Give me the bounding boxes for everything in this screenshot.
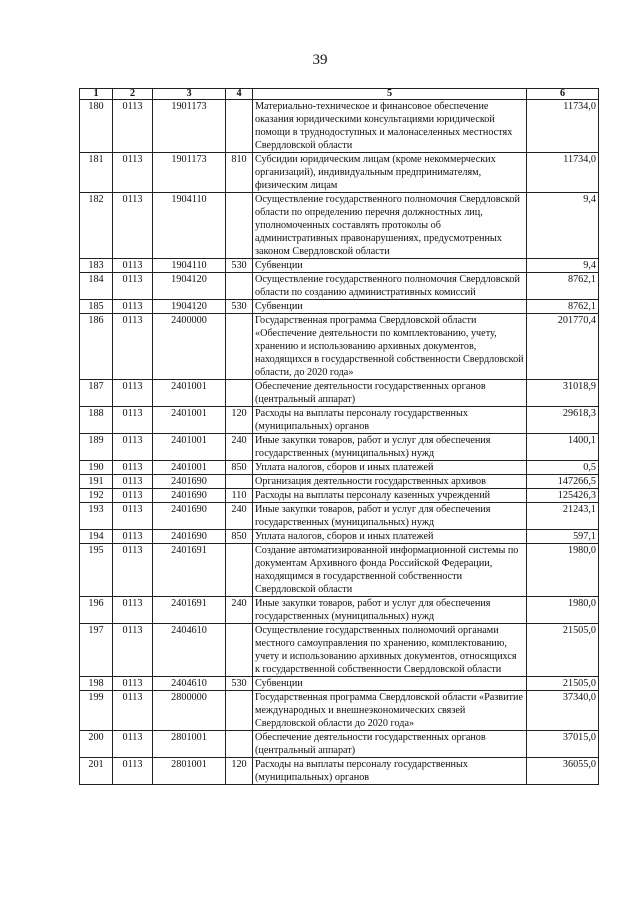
table-row	[80, 153, 599, 193]
section-code-cell: 0113	[113, 259, 153, 273]
item-name-cell: Организация деятельности государственных архивов	[253, 475, 527, 489]
expense-type-cell: 120	[226, 758, 253, 785]
section-code-cell: 0113	[113, 314, 153, 380]
expense-type-cell	[226, 193, 253, 259]
target-article-cell: 1901173	[153, 153, 226, 193]
expense-type-cell	[226, 273, 253, 300]
amount-cell: 21505,0	[527, 624, 599, 677]
expense-type-cell: 810	[226, 153, 253, 193]
amount-cell: 11734,0	[527, 100, 599, 153]
amount-cell: 37340,0	[527, 691, 599, 731]
amount-cell: 36055,0	[527, 758, 599, 785]
table-row	[80, 758, 599, 785]
header-col-2: 2	[113, 89, 153, 100]
expense-type-cell	[226, 314, 253, 380]
amount-cell: 29618,3	[527, 407, 599, 434]
table-row	[80, 624, 599, 677]
target-article-cell: 1904110	[153, 193, 226, 259]
amount-cell: 1980,0	[527, 597, 599, 624]
amount-cell: 8762,1	[527, 273, 599, 300]
target-article-cell: 2801001	[153, 758, 226, 785]
table-row	[80, 677, 599, 691]
target-article-cell: 1904120	[153, 273, 226, 300]
table-row	[80, 489, 599, 503]
row-number-cell: 191	[80, 475, 113, 489]
row-number-cell: 201	[80, 758, 113, 785]
target-article-cell: 2404610	[153, 677, 226, 691]
table-row	[80, 300, 599, 314]
item-name-cell: Материально-техническое и финансовое обеспечение оказания юридическими консультациями юридической помощи в труднодоступных и малонаселенных местностях Свердловской области	[253, 100, 527, 153]
expense-type-cell: 530	[226, 677, 253, 691]
expense-type-cell: 850	[226, 530, 253, 544]
table-row	[80, 434, 599, 461]
table-row	[80, 597, 599, 624]
row-number-cell: 181	[80, 153, 113, 193]
row-number-cell: 188	[80, 407, 113, 434]
section-code-cell: 0113	[113, 380, 153, 407]
target-article-cell: 2404610	[153, 624, 226, 677]
expense-type-cell	[226, 731, 253, 758]
amount-cell: 37015,0	[527, 731, 599, 758]
target-article-cell: 1904120	[153, 300, 226, 314]
amount-cell: 1980,0	[527, 544, 599, 597]
section-code-cell: 0113	[113, 153, 153, 193]
row-number-cell: 192	[80, 489, 113, 503]
section-code-cell: 0113	[113, 530, 153, 544]
expense-type-cell: 530	[226, 259, 253, 273]
item-name-cell: Обеспечение деятельности государственных органов (центральный аппарат)	[253, 731, 527, 758]
expense-type-cell: 240	[226, 503, 253, 530]
page-number: 39	[312, 52, 328, 68]
header-col-5: 5	[253, 89, 527, 100]
header-col-3: 3	[153, 89, 226, 100]
table-row	[80, 544, 599, 597]
section-code-cell: 0113	[113, 544, 153, 597]
target-article-cell: 2401001	[153, 380, 226, 407]
row-number-cell: 182	[80, 193, 113, 259]
row-number-cell: 187	[80, 380, 113, 407]
table-row	[80, 530, 599, 544]
expense-type-cell: 240	[226, 434, 253, 461]
table-row	[80, 314, 599, 380]
item-name-cell: Субвенции	[253, 677, 527, 691]
amount-cell: 1400,1	[527, 434, 599, 461]
section-code-cell: 0113	[113, 434, 153, 461]
table-row	[80, 475, 599, 489]
row-number-cell: 196	[80, 597, 113, 624]
item-name-cell: Иные закупки товаров, работ и услуг для обеспечения государственных (муниципальных) нужд	[253, 597, 527, 624]
section-code-cell: 0113	[113, 677, 153, 691]
target-article-cell: 1904110	[153, 259, 226, 273]
row-number-cell: 189	[80, 434, 113, 461]
row-number-cell: 198	[80, 677, 113, 691]
table-row	[80, 407, 599, 434]
amount-cell: 11734,0	[527, 153, 599, 193]
item-name-cell: Расходы на выплаты персоналу казенных учреждений	[253, 489, 527, 503]
target-article-cell: 2401001	[153, 434, 226, 461]
table-row	[80, 259, 599, 273]
section-code-cell: 0113	[113, 489, 153, 503]
target-article-cell: 2400000	[153, 314, 226, 380]
item-name-cell: Расходы на выплаты персоналу государственных (муниципальных) органов	[253, 407, 527, 434]
expense-type-cell: 120	[226, 407, 253, 434]
target-article-cell: 1901173	[153, 100, 226, 153]
row-number-cell: 190	[80, 461, 113, 475]
amount-cell: 147266,5	[527, 475, 599, 489]
row-number-cell: 195	[80, 544, 113, 597]
target-article-cell: 2401001	[153, 407, 226, 434]
row-number-cell: 193	[80, 503, 113, 530]
target-article-cell: 2401691	[153, 544, 226, 597]
target-article-cell: 2401690	[153, 489, 226, 503]
section-code-cell: 0113	[113, 100, 153, 153]
section-code-cell: 0113	[113, 273, 153, 300]
item-name-cell: Государственная программа Свердловской области «Развитие международных и внешнеэкономических связей Свердловской области до 2020 года»	[253, 691, 527, 731]
target-article-cell: 2401690	[153, 530, 226, 544]
item-name-cell: Уплата налогов, сборов и иных платежей	[253, 530, 527, 544]
table-row	[80, 380, 599, 407]
item-name-cell: Осуществление государственного полномочия Свердловской области по созданию административных комиссий	[253, 273, 527, 300]
section-code-cell: 0113	[113, 193, 153, 259]
amount-cell: 31018,9	[527, 380, 599, 407]
section-code-cell: 0113	[113, 597, 153, 624]
table-row	[80, 461, 599, 475]
item-name-cell: Обеспечение деятельности государственных органов (центральный аппарат)	[253, 380, 527, 407]
row-number-cell: 183	[80, 259, 113, 273]
target-article-cell: 2800000	[153, 691, 226, 731]
item-name-cell: Государственная программа Свердловской области «Обеспечение деятельности по комплектованию, учету, хранению и использованию архивных документов, находящихся в государственной собственности Свердловской области, до 2020 года»	[253, 314, 527, 380]
expense-type-cell	[226, 100, 253, 153]
expense-type-cell	[226, 380, 253, 407]
amount-cell: 597,1	[527, 530, 599, 544]
table-row	[80, 691, 599, 731]
row-number-cell: 199	[80, 691, 113, 731]
expense-type-cell: 530	[226, 300, 253, 314]
item-name-cell: Субвенции	[253, 259, 527, 273]
item-name-cell: Субвенции	[253, 300, 527, 314]
row-number-cell: 186	[80, 314, 113, 380]
amount-cell: 9,4	[527, 193, 599, 259]
amount-cell: 21243,1	[527, 503, 599, 530]
item-name-cell: Расходы на выплаты персоналу государственных (муниципальных) органов	[253, 758, 527, 785]
section-code-cell: 0113	[113, 624, 153, 677]
item-name-cell: Создание автоматизированной информационной системы по документам Архивного фонда Российской Федерации, находящимся в государственной собственности Свердловской области	[253, 544, 527, 597]
target-article-cell: 2401691	[153, 597, 226, 624]
table-row	[80, 193, 599, 259]
item-name-cell: Уплата налогов, сборов и иных платежей	[253, 461, 527, 475]
table-row	[80, 100, 599, 153]
item-name-cell: Осуществление государственного полномочия Свердловской области по определению перечня должностных лиц, уполномоченных составлять протоколы об административных правонарушениях, предусмотренных законом Свердловской области	[253, 193, 527, 259]
amount-cell: 21505,0	[527, 677, 599, 691]
row-number-cell: 197	[80, 624, 113, 677]
target-article-cell: 2801001	[153, 731, 226, 758]
amount-cell: 201770,4	[527, 314, 599, 380]
section-code-cell: 0113	[113, 475, 153, 489]
section-code-cell: 0113	[113, 503, 153, 530]
section-code-cell: 0113	[113, 758, 153, 785]
expense-type-cell: 850	[226, 461, 253, 475]
row-number-cell: 185	[80, 300, 113, 314]
header-col-4: 4	[226, 89, 253, 100]
expense-type-cell	[226, 475, 253, 489]
expense-type-cell	[226, 544, 253, 597]
expense-type-cell: 110	[226, 489, 253, 503]
target-article-cell: 2401001	[153, 461, 226, 475]
row-number-cell: 200	[80, 731, 113, 758]
amount-cell: 9,4	[527, 259, 599, 273]
item-name-cell: Иные закупки товаров, работ и услуг для обеспечения государственных (муниципальных) нужд	[253, 434, 527, 461]
header-col-6: 6	[527, 89, 599, 100]
section-code-cell: 0113	[113, 461, 153, 475]
header-col-1: 1	[80, 89, 113, 100]
expense-type-cell	[226, 691, 253, 731]
table-row	[80, 503, 599, 530]
table-body	[80, 100, 599, 785]
section-code-cell: 0113	[113, 691, 153, 731]
amount-cell: 0,5	[527, 461, 599, 475]
section-code-cell: 0113	[113, 300, 153, 314]
budget-table	[79, 88, 599, 785]
table-row	[80, 731, 599, 758]
row-number-cell: 184	[80, 273, 113, 300]
target-article-cell: 2401690	[153, 503, 226, 530]
item-name-cell: Субсидии юридическим лицам (кроме некоммерческих организаций), индивидуальным предпринимателям, физическим лицам	[253, 153, 527, 193]
expense-type-cell: 240	[226, 597, 253, 624]
section-code-cell: 0113	[113, 731, 153, 758]
amount-cell: 125426,3	[527, 489, 599, 503]
item-name-cell: Осуществление государственных полномочий органами местного самоуправления по хранению, комплектованию, учету и использованию архивных документов, относящихся к государственной собственности Свердловской области	[253, 624, 527, 677]
table-row	[80, 273, 599, 300]
row-number-cell: 194	[80, 530, 113, 544]
target-article-cell: 2401690	[153, 475, 226, 489]
expense-type-cell	[226, 624, 253, 677]
item-name-cell: Иные закупки товаров, работ и услуг для обеспечения государственных (муниципальных) нужд	[253, 503, 527, 530]
amount-cell: 8762,1	[527, 300, 599, 314]
row-number-cell: 180	[80, 100, 113, 153]
table-header-row	[80, 89, 599, 100]
section-code-cell: 0113	[113, 407, 153, 434]
